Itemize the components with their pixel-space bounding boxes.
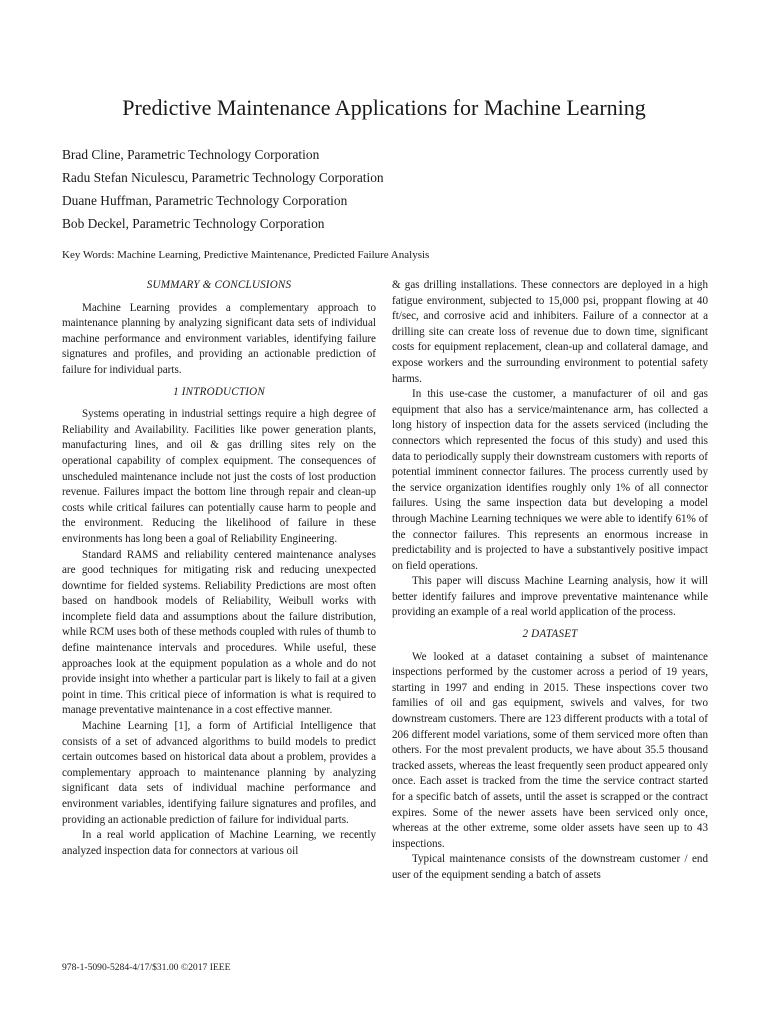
body-paragraph: Systems operating in industrial settings require a high degree of Reliability and Availability. Facilities like power generation plants, manufacturing lines, and oil & gas drilling sites rely on the operational capability of complex equipment. The consequences of unscheduled maintenance include not just the costs of lost production revenue. Failures impact the bottom line through repair and clean-up costs while critical failures can potentially cause harm to people and the environment. Reducing the likelihood of failure in these environments has long been a goal of Reliability Engineering.: [62, 408, 376, 545]
author-line: Brad Cline, Parametric Technology Corporation: [62, 147, 320, 162]
body-paragraph: Machine Learning [1], a form of Artificial Intelligence that consists of a set of advanced algorithms to build models to predict certain outcomes based on historical data about a problem, provides a complementary approach to maintenance planning by analyzing significant data sets of individual machine performance and environment variables, identifying failure signatures and profiles, and providing an actionable prediction of failure for individual parts.: [62, 720, 376, 826]
author-list: [62, 143, 702, 235]
body-paragraph: This paper will discuss Machine Learning analysis, how it will better identify failures and improve preventative maintenance while providing an example of a real world application of the process.: [392, 575, 708, 619]
body-paragraph: In this use-case the customer, a manufacturer of oil and gas equipment that also has a service/maintenance arm, has collected a long history of inspection data for the assets serviced (including the connectors which represented the focus of this study) and used this data to periodically supply their downstream customers with reports of potential imminent connector failures. The process currently used by the service organization identifies roughly only 1% of all connector failures. Using the same inspection data but developing a model through Machine Learning techniques we were able to identify 61% of the connector failures. This represents an enormous increase in predictability and is projected to have a substantively positive impact on field operations.: [392, 388, 708, 572]
introduction-heading: 1 INTRODUCTION: [173, 385, 265, 398]
body-paragraph: In a real world application of Machine Learning, we recently analyzed inspection data for connectors at various oil: [62, 829, 376, 857]
copyright-footer: 978-1-5090-5284-4/17/$31.00 ©2017 IEEE: [62, 962, 231, 973]
right-column: [392, 278, 708, 884]
body-paragraph: Standard RAMS and reliability centered maintenance analyses are good techniques for mitigating risk and reducing unexpected downtime for fielded systems. Reliability Predictions are most often based on handbook models of Reliability, Weibull works with incomplete field data and assumptions about the failure distribution, while RCM uses both of these methods coupled with rules of thumb to define maintenance intervals and procedures. While useful, these approaches look at the equipment population as a whole and do not provide insight into whether a particular part is likely to fail at a given point in time. This critical piece of information is what is required to manage preventative maintenance in a cost effective manner.: [62, 548, 376, 717]
body-paragraph: Typical maintenance consists of the downstream customer / end user of the equipment sending a batch of assets: [392, 853, 708, 881]
keywords-line: Key Words: Machine Learning, Predictive Maintenance, Predicted Failure Analysis: [62, 249, 430, 261]
body-paragraph: We looked at a dataset containing a subset of maintenance inspections performed by the customer across a period of 19 years, starting in 1997 and ending in 2015. These inspections cover two families of oil and gas equipment, swivels and valves, for two downstream customers. There are 123 different products with a total of 206 different model variations, some of them serviced more often than others. For the most prevalent products, we have about 35.5 thousand tracked assets, whereas the least frequently seen product appeared only once. Each asset is tracked from the time the service contract started for a specific batch of assets, until the asset is scrapped or the contract expires. Some of the newer assets have been serviced only once, whereas at the other extreme, some older assets have seen up to 43 inspections.: [392, 650, 708, 850]
body-paragraph: & gas drilling installations. These connectors are deployed in a high fatigue environment, subjected to 15,000 psi, proppant flowing at 40 ft/sec, and corrosive acid and inhibiters. Failure of a connector at a drilling site can create loss of revenue due to down time, significant costs for equipment replacement, clean-up and collateral damage, and expose workers and the surrounding environment to potential safety harms.: [392, 279, 708, 385]
summary-heading: SUMMARY & CONCLUSIONS: [146, 279, 292, 291]
paper-title: Predictive Maintenance Applications for Machine Learning: [122, 95, 646, 120]
dataset-heading: 2 DATASET: [522, 628, 578, 641]
left-column: [62, 278, 376, 859]
author-line: Duane Huffman, Parametric Technology Corporation: [62, 193, 348, 208]
author-line: Radu Stefan Niculescu, Parametric Technology Corporation: [62, 170, 384, 185]
summary-paragraph: Machine Learning provides a complementary approach to maintenance planning by analyzing significant data sets of individual machine performance and environment variables, identifying failure signatures and profiles, and providing an actionable prediction of failure for individual parts.: [62, 301, 376, 376]
author-line: Bob Deckel, Parametric Technology Corporation: [62, 216, 325, 231]
